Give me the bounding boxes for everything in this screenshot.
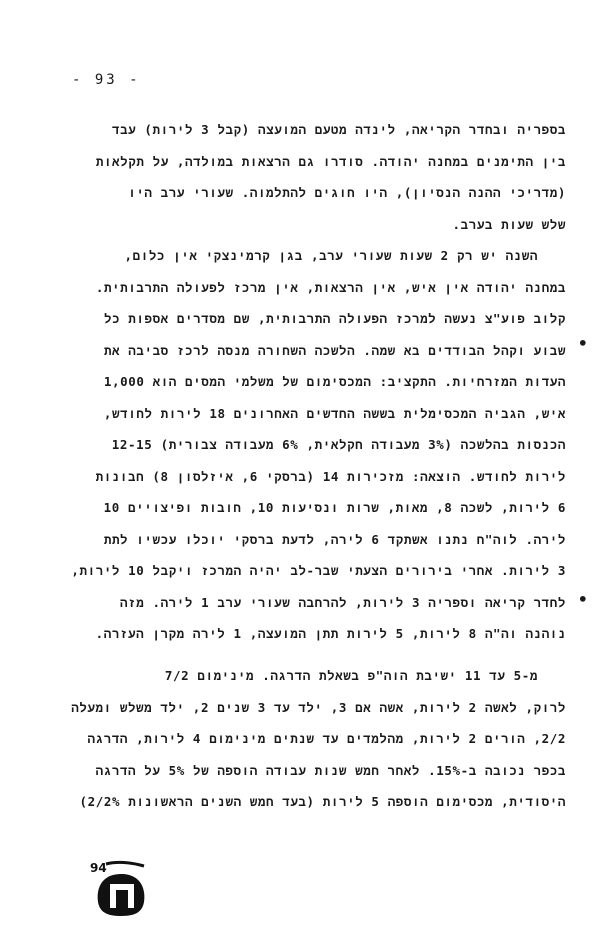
text-line: 6 לירות, לשכה 8, מאות, שרות ונסיעות 10, חובות ופיצויים 10 bbox=[103, 500, 566, 515]
text-line: בכפר נכובה ב-15%. לאחר חמש שנות עבודה הוספה של 5% על הדרגה bbox=[95, 762, 566, 778]
text-line: לירות לחודש. הוצאה: מזכירות 14 (ברסקי 6, איזלסון 8) חבונות bbox=[95, 468, 566, 484]
text-line: שבוע וקהל הבודדים בא שמה. הלשכה השחורה מנסה לרכז סביבה את bbox=[103, 342, 566, 358]
text-line: הכנסות בהלשכה (3% מעבודה חקלאית, 6% מעבודה צבורית) 12-15 bbox=[111, 437, 566, 452]
text-line: נוהנה וה"ה 8 לירות, 5 לירות תתן המועצה, 1 לירה מקרן העזרה. bbox=[95, 626, 566, 641]
text-line: היסודית, מכסימום הוספה 5 לירות (בעד חמש השנים הראשונות 2/2%) bbox=[79, 794, 566, 809]
text-line: השנה יש רק 2 שעות שעורי ערב, בגן קרמינצקי אין כלום, bbox=[124, 248, 538, 263]
text-line: שלש שעות בערב. bbox=[452, 216, 566, 232]
text-line: קלוב פוע"צ נעשה למרכז הפעולה התרבותית, שם מסדרים אספות כל bbox=[103, 311, 566, 326]
text-line: לחדר קריאה וספריה 3 לירות, להרחבה שעורי ערב 1 לירה. מזה bbox=[120, 594, 566, 610]
text-line: 2/2, הורים 2 לירות, מהלמדים עד שנתים מינימום 4 לירות, הדרגה bbox=[87, 731, 566, 746]
svg-text:94: 94 bbox=[90, 861, 107, 875]
margin-dot: • bbox=[578, 590, 588, 609]
text-line: לירה. לוה"ח נתנו אשתקד 6 לירה, לדעת ברסקי יוכלו עכשיו לתת bbox=[103, 531, 566, 547]
page-number: - 93 - bbox=[72, 72, 141, 88]
text-line: בספריה ובחדר הקריאה, לינדה מטעם המועצה (קבל 3 לירות) עבד bbox=[111, 122, 566, 137]
text-line: במחנה יהודה אין איש, אין הרצאות, אין מרכז לפעולה התרבותית. bbox=[95, 279, 566, 295]
text-line: העדות המזרחיות. התקציב: המכסימום של משלמי המסים הוא 1,000 bbox=[103, 374, 566, 389]
text-line: 3 לירות. אחרי בירורים הצעתי שבר-לב יהיה המרכז ויקבל 10 לירות, bbox=[71, 563, 566, 578]
text-line: בין התימנים במחנה יהודה. סודרו גם הרצאות במולדה, על תקלאות bbox=[95, 153, 566, 169]
paragraph-1 bbox=[46, 114, 566, 240]
text-line: לרוק, לאשה 2 לירות, אשה אם 3, ילד עד 3 שנים 2, ילד משלש ומעלה bbox=[71, 699, 566, 715]
text-line: (מדריכי ההנה הנסיון), היו חוגים להתלמוה. שעורי ערב היו bbox=[128, 185, 566, 200]
paragraph-3 bbox=[46, 660, 566, 818]
archive-stamp-icon bbox=[88, 858, 154, 918]
text-line: איש, הגביה המכסימלית בששה החדשים האחרונים 18 לירות לחודש, bbox=[103, 405, 566, 421]
text-line: מ-5 עד 11 ישיבת הוה"פ בשאלת הדרגה. מינימום 7/2 bbox=[164, 668, 538, 683]
margin-dot: • bbox=[578, 334, 588, 353]
paragraph-2 bbox=[46, 240, 566, 650]
